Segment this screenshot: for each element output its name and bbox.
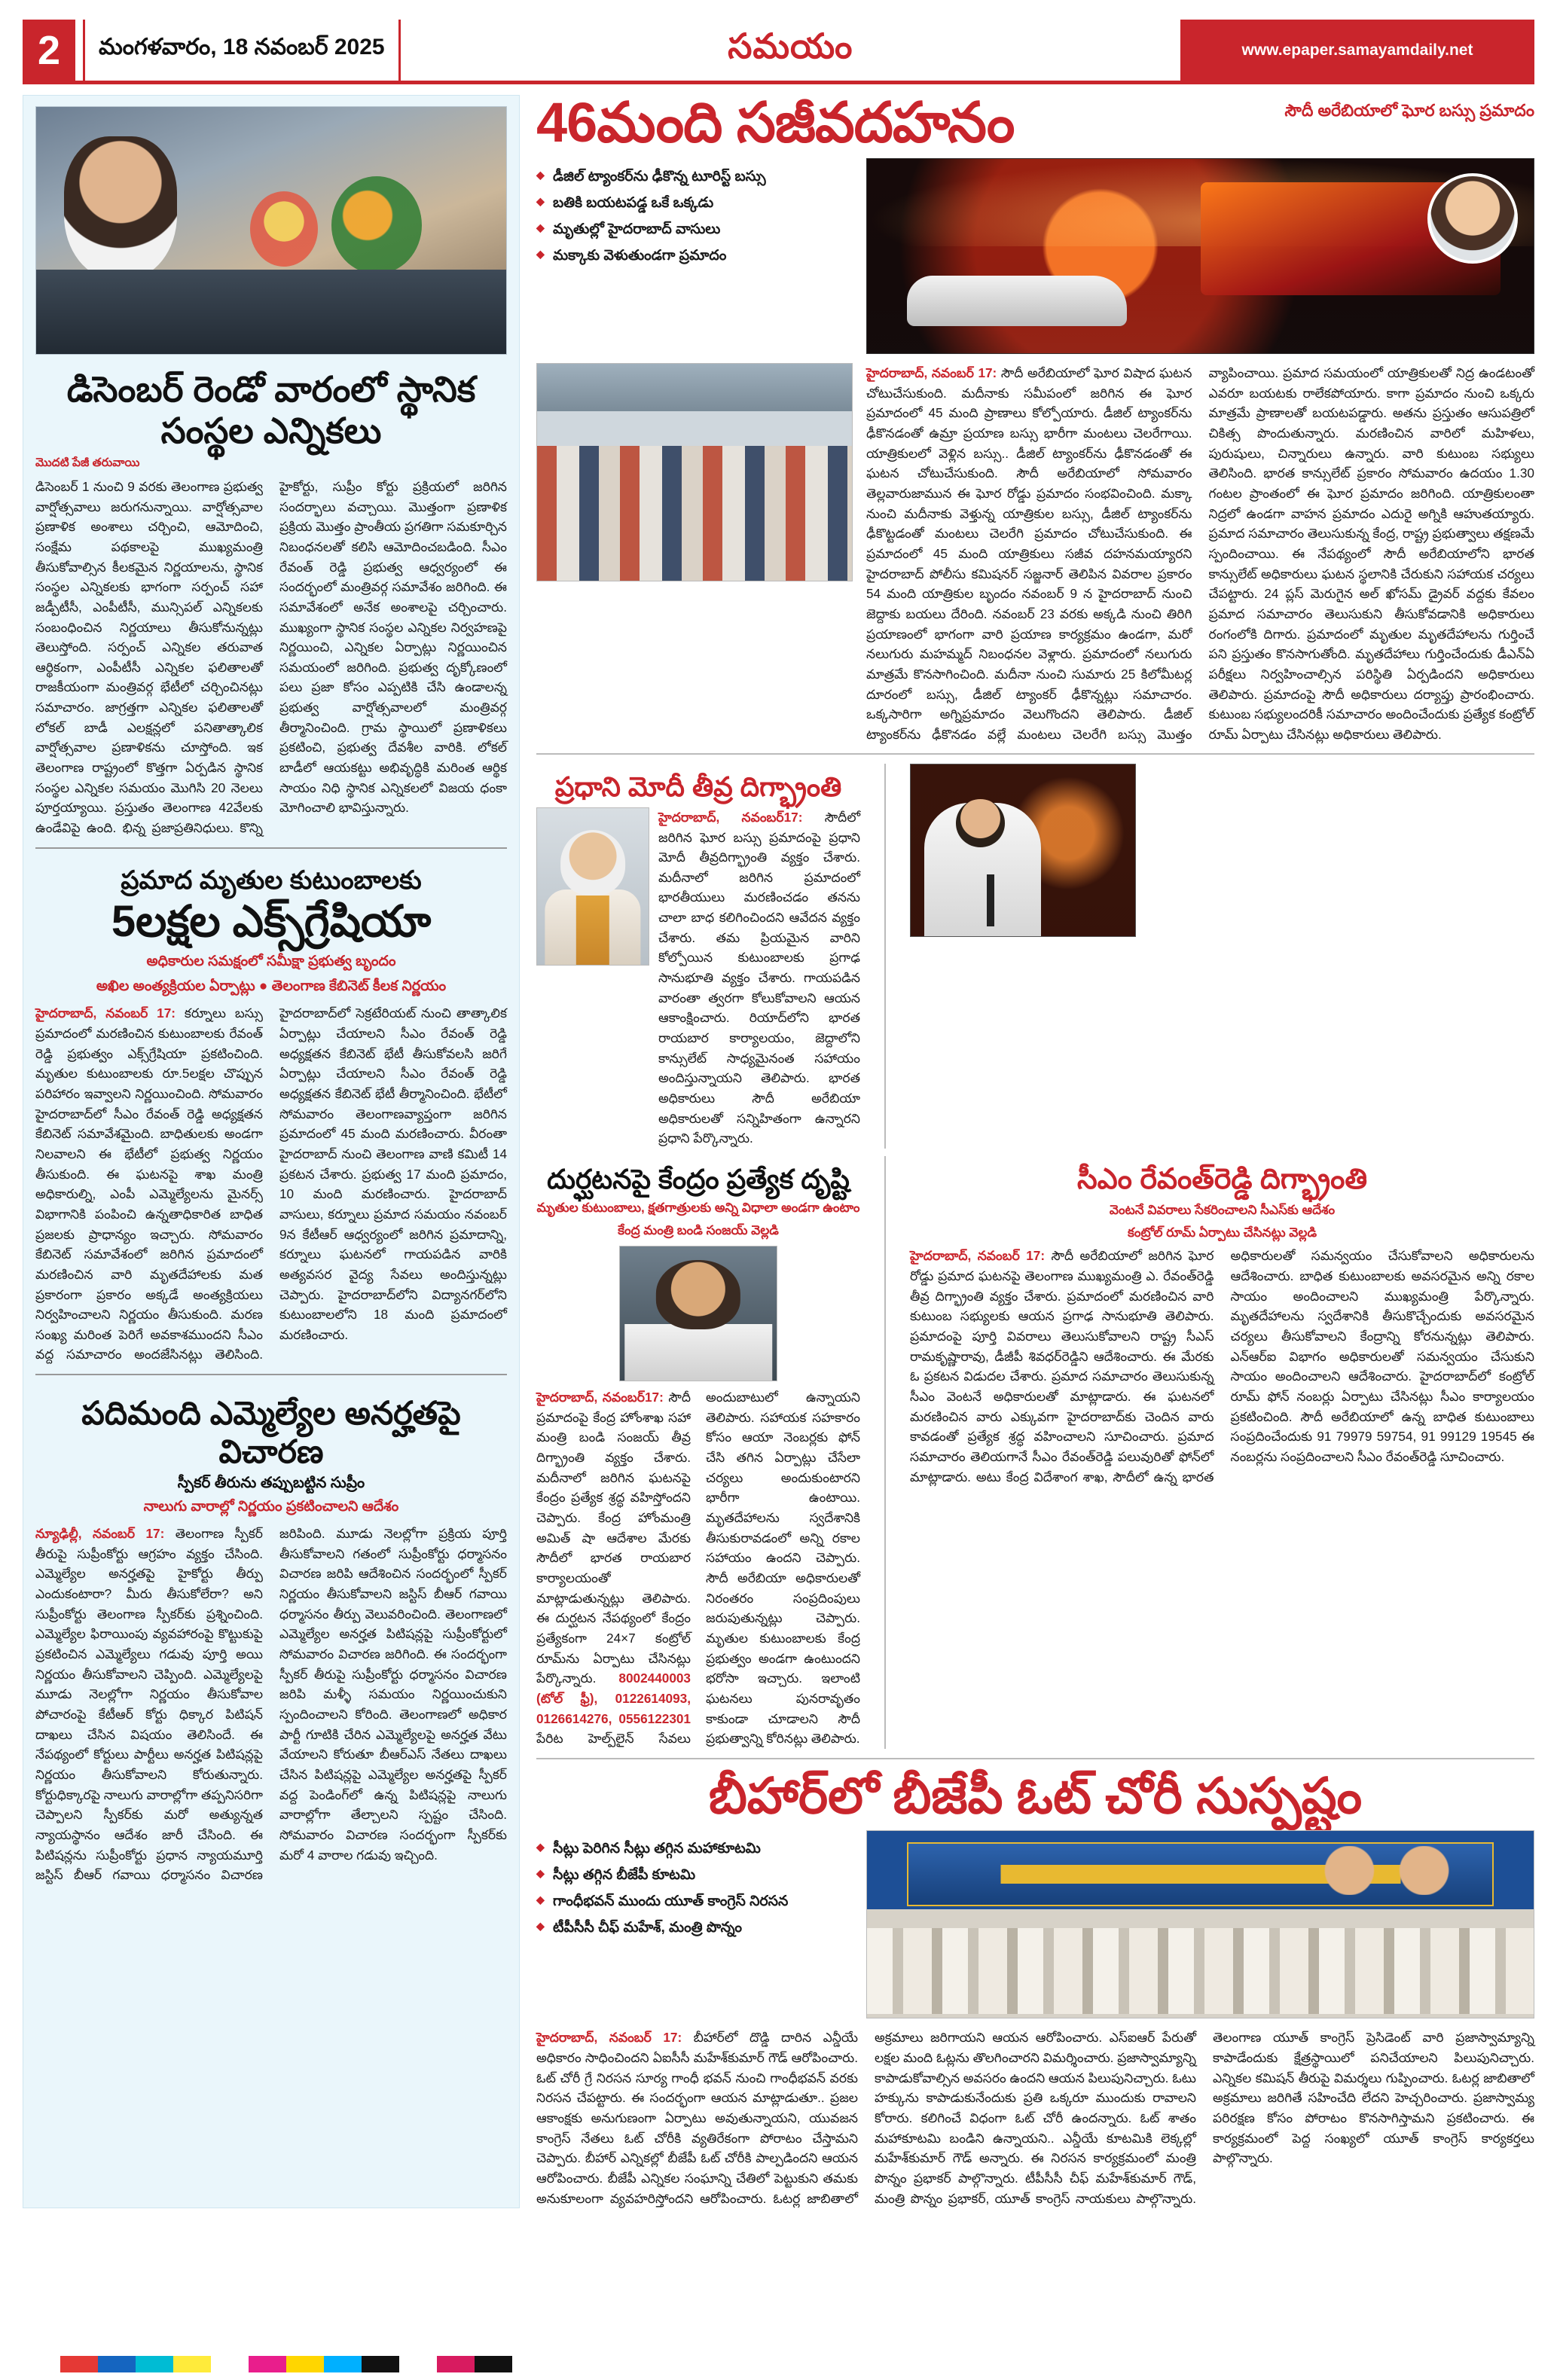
color-swatch	[60, 2356, 98, 2372]
centre-story	[536, 1156, 860, 1749]
list-item: ◆ బతికి బయటపడ్డ ఒకే ఒక్కడు	[536, 195, 853, 215]
middle-band	[536, 764, 1534, 1149]
article-exgratia-text: కర్నూలు బస్సు ప్రమాదంలో మరణించిన కుటుంబాలకు రేవంత్ రెడ్డి ప్రభుత్వం ఎక్స్‌గ్రేషియా ప్రకటించింది. మృతుల కుటుంబాలకు రూ.5లక్షల చొప్పున పరిహారం ఇవ్వాలని నిర్ణయించింది. సోమవారం హైదరాబాద్‌లో సీఎం రేవంత్ రెడ్డి అధ్యక్షతన కేబినెట్ సమావేశమైంది. బాధితులకు అండగా నిలవాలని ఈ భేటీలో ప్రభుత్వ నిర్ణయం తీసుకుంది. ఈ ఘటనపై శాఖ మంత్రి అధికారుల్ని, ఎంపీ ఎమ్మెల్యేలను మైనర్స్ విభాగానికి పంపించి ఉన్నతాధికారిత బాధిత ప్రజలకు ప్రాధాన్యం ఇచ్చారు. సోమవారం కేబినెట్ సమావేశంలో జరిగిన ప్రమాదంలో మరణించిన వారి మృతదేహాలకు మత ప్రకారంగా ప్రకారం అక్కడే అంత్యక్రియలు నిర్వహించాలని నిర్ణయం తీసుకుంది. మరణ సంఖ్య మరింత పెరిగే అవకాశముందని సీఎం వద్ద సమాచారం అందజేసినట్లు తెలిసింది. హైదరాబాద్‌లో సెక్రటేరియట్ నుంచి తాత్కాలిక ఏర్పాట్లు చేయాలని సీఎం రేవంత్ రెడ్డి అధ్యక్షతన కేబినెట్ భేటీ తీసుకోవలసి జరిగే ఏర్పాట్లు చేయాలని సీఎం రేవంత్ రెడ్డి అధ్యక్షతన కేబినెట్ భేటీ తీర్మానించింది. భేటీలో సోమవారం తెలంగాణవ్యాప్తంగా జరిగిన ప్రమాదంలో 45 మంది మరణించారు. వీరంతా హైదరాబాద్ నుంచి తెలంగాణ వాణి కమిటీ 14 ప్రకటన చేశారు. ప్రభుత్వ 17 మంది ప్రమాదం, 10 మంది మరణించారు. హైదరాబాద్ వాసులు, కర్నూలు ప్రమాద సమయం నవంబర్ 9న కేటీఆర్ ఆధ్వర్యంలో జరిగిన ప్రమాదాన్ని, కర్నూలు ఘటనలో గాయపడిన వారికి అత్యవసర వైద్య సేవలు అందిస్తున్నట్లు చెప్పారు. హైదరాబాద్‌లోని విద్యానగర్‌లోని కుటుంబాలలోని 18 మంది ప్రమాదంలో మరణించారు.	[35, 1005, 507, 1362]
color-swatch	[475, 2356, 512, 2372]
color-swatch	[362, 2356, 399, 2372]
bandi-sanjay-photo	[619, 1246, 777, 1381]
modi-story-row	[536, 807, 860, 1149]
top-story-col-photo	[536, 363, 853, 744]
bullet-list-bus-tragedy	[536, 169, 853, 267]
publication-date: మంగళవారం, 18 నవంబర్ 2025	[83, 20, 401, 81]
list-item: ◆ సీట్లు పెరిగిన సీట్లు తగ్గిన మహాకూటమి	[536, 1841, 853, 1860]
cm-story-text-block	[910, 1156, 1534, 1749]
article-cm	[910, 1246, 1534, 1487]
photo-scarf	[576, 896, 609, 965]
list-item: ◆ మృతుల్లో హైదరాబాద్ వాసులు	[536, 221, 853, 241]
newspaper-title: సమయం	[728, 26, 853, 66]
color-swatch	[249, 2356, 286, 2372]
headline-exgratia-small: ప్రమాద మృతుల కుటుంబాలకు	[121, 865, 422, 895]
bihar-photo-wrap	[866, 1830, 1534, 2018]
article-modi-text: సౌదీలో జరిగిన ఘోర బస్సు ప్రమాదంపై ప్రధాని మోదీ తీవ్రదిగ్భ్రాంతి వ్యక్తం చేశారు. మదీనాలో జరిగిన ప్రమాదంలో భారతీయులు మరణించడం తనను చాలా బాధ కలిగించిందని ఆవేదన వ్యక్తం చేశారు. తమ ప్రియమైన వారిని కోల్పోయిన కుటుంబాలకు ప్రగాఢ సానుభూతి వ్యక్తం చేశారు. గాయపడిన వారంతా త్వరగా కోలుకోవాలని ఆయన ఆకాంక్షించారు. రియాద్‌లోని భారత రాయబార కార్యాలయం, జెద్దాలోని కాన్సులేట్ సాధ్యమైనంత సహాయం అందిస్తున్నాయని తెలిపారు. భారత అధికారులు సౌదీ అరేబియా అధికారులతో సన్నిహితంగా ఉన్నారని ప్రధాని పేర్కొన్నారు.	[658, 809, 861, 1146]
photo-car	[907, 276, 1127, 326]
headline-modi: ప్రధాని మోదీ తీవ్ర దిగ్భ్రాంతి	[554, 771, 842, 803]
photo-head	[956, 799, 1006, 847]
cm-photo-wrap	[910, 764, 1136, 937]
headline-bus-tragedy: 46మంది సజీవదహనం	[536, 91, 1015, 154]
subhead-cm-2: కంట్రోల్ రూమ్ ఏర్పాటు చేసినట్లు వెల్లడి	[1127, 1225, 1317, 1240]
photo-face	[656, 1260, 740, 1330]
bus-fire-photo	[866, 158, 1534, 354]
photo-leader-portraits	[1293, 1846, 1480, 1894]
cm-story	[910, 764, 1534, 1149]
subhead-mla-1: స్పీకర్ తీరును తప్పుబట్టిన సుప్రీం	[177, 1474, 365, 1491]
pilgrims-photo-wrap	[536, 363, 853, 581]
dateline-exgratia: హైదరాబాద్, నవంబర్ 17:	[35, 1005, 176, 1021]
headline-centre-focus: దుర్ఘటనపై కేంద్రం ప్రత్యేక దృష్టి	[547, 1164, 850, 1195]
registration-color-bar	[23, 2356, 550, 2372]
right-column	[520, 91, 1535, 2208]
subhead-centre-1: మృతుల కుటుంబాలు, క్షతగాత్రులకు అన్ని విధాలా అండగా ఉంటాం	[536, 1201, 860, 1216]
cm-revanth-photo	[910, 764, 1136, 937]
photo-roof	[537, 364, 852, 411]
minister-photo-wrap	[619, 1246, 777, 1381]
divider-4	[884, 764, 886, 1149]
article-centre-text-2: పేరిట హెల్ప్‌లైన్ సేవలు అందుబాటులో ఉన్నాయని తెలిపారు. సహాయక సహకారం కోసం ఆయా నెంబర్లకు ఫోన్ చేసి తగిన ఏర్పాట్లు చేసేలా చర్యలు అందుకుంటారని భారీగా ఉంటాయి. మృతదేహాలను స్వదేశానికి తీసుకురావడంలో అన్ని రకాల సహాయం ఉందని చెప్పారు. సౌదీ అరేబియా అధికారులతో నిరంతరం సంప్రదింపులు జరుపుతున్నట్లు చెప్పారు. మృతుల కుటుంబాలకు కేంద్ర ప్రభుత్వం అండగా ఉంటుందని భరోసా ఇచ్చారు. ఇలాంటి ఘటనలు పునరావృతం కాకుండా చూడాలని సౌదీ ప్రభుత్వాన్ని కోరినట్లు తెలిపారు.	[536, 1390, 860, 1747]
divider-2	[35, 1374, 507, 1375]
subhead-centre-2: కేంద్ర మంత్రి బండి సంజయ్ వెల్లడి	[618, 1223, 779, 1238]
dateline-mla: న్యూఢిల్లీ, నవంబర్ 17:	[35, 1526, 165, 1542]
color-swatch	[512, 2356, 550, 2372]
list-item: ◆ మక్కాకు వెళుతుండగా ప్రమాదం	[536, 248, 853, 267]
color-swatch	[211, 2356, 249, 2372]
article-exgratia	[35, 1003, 507, 1365]
modi-story	[536, 764, 860, 1149]
divider-1	[35, 847, 507, 849]
list-item: ◆ టీపీసీసీ చీఫ్ మహేశ్, మంత్రి పొన్నం	[536, 1920, 853, 1939]
cabinet-meeting-photo	[35, 106, 507, 355]
lower-band	[536, 1156, 1534, 1749]
headline-local-body-elections: డిసెంబర్ రెండో వారంలో స్థానిక సంస్థల ఎన్నికలు	[66, 369, 476, 451]
article-mla-text: తెలంగాణ స్పీకర్ తీరుపై సుప్రీంకోర్టు ఆగ్రహం వ్యక్తం చేసింది. ఎమ్మెల్యేల అనర్హతపై హైకోర్టు తీర్పు ఎందుకంటారా? మీరు తీసుకోలేరా? అని సుప్రీంకోర్టు తెలంగాణ స్పీకర్‌కు ప్రశ్నించింది. ఎమ్మెల్యేల ఫిరాయింపు వ్యవహారంపై కొట్టుకుపై ప్రకటించిన ఎమ్మెల్యేలు గడువు పూర్తి అయి నిర్ణయం తీసుకోవాలని చెప్పింది. ఎమ్మెల్యేలపై మూడు నెలల్లోగా నిర్ణయం తీసుకోవాల పోచారంపై కేటీఆర్ కోర్టు ధిక్కార పిటిషన్ దాఖలు చేసిన విషయం తెలిసిందే. ఈ నేపథ్యంలో కోర్టులు పార్టీలు అనర్హత పిటిషన్లపై నిర్ణయం తీసుకోవాలని కోరుతున్నారు. కోర్టుధిక్కారపై నాలుగు వారాల్లోగా తప్పనిసరిగా చెప్పాలని స్పీకర్‌కు మరో అత్యున్నత న్యాయస్థానం ఆదేశం జారీ చేసింది. ఈ పిటిషన్లను సుప్రీంకోర్టు ప్రధాన న్యాయమూర్తి జస్టిస్ బీఆర్ గవాయి ధర్మాసనం విచారణ జరిపింది. మూడు నెలల్లోగా ప్రక్రియ పూర్తి తీసుకోవాలని గతంలో సుప్రీంకోర్టు ధర్మాసనం విచారణ జరిపి ఆదేశించిన సందర్భంలో స్పీకర్ నిర్ణయం తీసుకోవాలని జస్టిస్ బీఆర్ గవాయి ధర్మాసనం తీర్పు వెలువరించింది. తెలంగాణలో ఎమ్మెల్యేల అనర్హత పిటిషన్లపై సుప్రీంకోర్టులో సోమవారం విచారణ జరిగింది. ఈ సందర్భంగా స్పీకర్ తీరుపై సుప్రీంకోర్టు ధర్మాసనం విచారణ జరిపి మళ్ళీ సమయం నిర్ణయించుకుని స్పందించాలని కోరింది. తెలంగాణలో అధికార పార్టీ గూటికి చేరిన ఎమ్మెల్యేలపై అనర్హత వేటు వేయాలని కోరుతూ బీఆర్ఎస్ నేతలు దాఖలు చేసిన పిటిషన్లపై ఎమ్మెల్యేల అనర్హతపై స్పీకర్ వద్ద పెండింగ్‌లో ఉన్న పిటిషన్లపై నాలుగు వారాల్లోగా తేల్చాలని స్పష్టం చేసింది. సోమవారం విచారణ సందర్భంగా స్పీకర్‌కు మరో 4 వారాల గడువు ఇచ్చింది.	[35, 1526, 507, 1883]
cm-story-row	[910, 764, 1534, 937]
article-modi	[658, 807, 860, 1149]
article-bihar-text-2: కలిగించే విధంగా ఓట్ చోరీ ఉందన్నారు. ఓట్ శాతం మహాకూటమి బండిని ఉన్నాయని.. ఎన్డీయే కూటమికి లెక్కల్లో మహేశ్‌కుమార్ గౌడ్ అన్నారు. ఈ నిరసన కార్యక్రమంలో మంత్రి పొన్నం ప్రభాకర్ పాల్గొన్నారు. టీపీసీసీ చీఫ్ మహేశ్‌కుమార్ గౌడ్, మంత్రి పొన్నం ప్రభాకర్, యూత్ కాంగ్రెస్ నాయకులు పాల్గొన్నారు. తెలంగాణ యూత్ కాంగ్రెస్ ప్రెసిడెంట్ వారి ప్రజాస్వామ్యాన్ని కాపాడేందుకు క్షేత్రస్థాయిలో పనిచేయాలని పిలుపునిచ్చారు. ఎన్నికల కమిషన్ తీరుపై విమర్శలు గుప్పించారు. ఓటర్ల జాబితాలో అక్రమాలు జరిగితే సహించేది లేదని హెచ్చరించారు. ప్రజాస్వామ్య పరిరక్షణ కోసం పోరాటం కొనసాగిస్తామని ప్రకటించారు. ఈ కార్యక్రమంలో పెద్ద సంఖ్యలో యూత్ కాంగ్రెస్ కార్యకర్తలు పాల్గొన్నారు.	[875, 2030, 1534, 2206]
subhead-mla-2: నాలుగు వారాల్లో నిర్ణయం ప్రకటించాలని ఆదేశం	[143, 1498, 399, 1515]
bihar-bullets-wrap	[536, 1830, 853, 2018]
left-column	[23, 95, 520, 2208]
photo-flower-2	[250, 191, 318, 267]
color-swatch	[437, 2356, 475, 2372]
headline-exgratia-amount: 5లక్షల ఎక్స్‌గ్రేషియా	[111, 896, 432, 946]
color-swatch	[98, 2356, 136, 2372]
headline-bihar: బీహార్‌లో బీజేపీ ఓట్ చోరీ సుస్పష్టం	[708, 1767, 1363, 1823]
dateline-cm: హైదరాబాద్, నవంబర్ 17:	[910, 1248, 1046, 1264]
bihar-top-row	[536, 1830, 1534, 2018]
divider-3	[536, 753, 1534, 755]
top-story-text-cols	[866, 363, 1534, 744]
article-bus-tragedy-part1: సౌదీ అరేబియాలో ఘోర విషాద ఘటన చోటుచేసుకుంది. మదీనాకు సమీపంలో జరిగిన ఈ ఘోర ప్రమాదంలో 45 మంది ప్రాణాలు కోల్పోయారు. డీజిల్ ట్యాంకర్‌ను ఢీకొనడంతో ఉమ్రా ప్రయాణ బస్సు భారీగా మంటలు చెలరేగాయి. యాత్రికులలో వెళ్లిన బస్సు.. డీజిల్ ట్యాంకర్‌ను ఢీకొనడంతో ఈ ఘటన చోటుచేసుకుంది. సౌదీ అరేబియాలో సోమవారం తెల్లవారుజామున ఈ ఘోర రోడ్డు ప్రమాదం సంభవించింది. మక్కా నుంచి మదీనాకు వెళ్తున్న యాత్రికుల బస్సు, డీజిల్ ట్యాంకర్‌ను ఢీకొట్టడంతో మంటలు చెలరేగి ప్రమాదం చోటుచేసుకుంది. ఈ ప్రమాదంలో 45 మంది యాత్రికులు సజీవ దహనమయ్యారని హైదరాబాద్ పోలీసు కమిషనర్ సజ్జనార్ తెలిపిన వివరాల ప్రకారం 54 మంది యాత్రికుల బృందం నవంబర్ 9 న హైదరాబాద్ నుంచి జెద్దాకు బయలు దేరింది. నవంబర్ 23 వరకు అక్కడి నుంచి తిరిగి ప్రయాణంలో భాగంగా వారి ప్రయాణ కార్యక్రమం ఉండగా, మరో నలుగురు మహమ్మద్ నిబంధనల వెళ్లారు. ప్రమాదంలో నలుగురు మాత్రమే కొనసాగించింది. మదీనా నుంచి సుమారు 25 కిలోమీటర్ల దూరంలో బస్సు, డీజిల్ ట్యాంకర్ ఢీకొన్నట్లు సమాచారం. ఒక్కసారిగా అగ్నిప్రమాదం వెలుగొందని తెలిపారు. డీజిల్ ట్యాంకర్‌ను ఢీకొనడం వల్లే మంటలు చెలరేగి బస్సు మొత్తం వ్యాపించాయి. ప్రమాద సమయంలో యాత్రికులతో నిద్ర ఉండటంతో ఎవరూ బయటకు రాలేకపోయారు. కాగా ప్రమాదం నుంచి ఒక్కరు మాత్రమే ప్రాణాలతో బయటపడ్డారు. అతను ప్రస్తుతం ఆసుపత్రిలో చికిత్స పొందుతున్నారు. మరణించిన	[866, 365, 1534, 742]
top-story-bullets-wrap	[536, 158, 853, 354]
dateline-bihar: హైదరాబాద్, నవంబర్ 17:	[536, 2030, 682, 2046]
photo-microphone	[987, 874, 994, 926]
article-mla-disqualification	[35, 1524, 507, 1885]
dateline-bus-tragedy: హైదరాబాద్, నవంబర్ 17:	[866, 365, 997, 380]
photo-seated-crowd	[867, 1928, 1534, 2014]
page-content	[23, 91, 1535, 2208]
color-swatch	[399, 2356, 437, 2372]
helpline-numbers: 8002440003 (టోల్ ఫ్రీ), 0122614093, 0126614276, 0556122301	[536, 1671, 691, 1726]
article-centre	[536, 1387, 860, 1749]
bullet-list-bihar	[536, 1841, 853, 1939]
epaper-url[interactable]: www.epaper.samayamdaily.net	[1180, 20, 1534, 81]
article-bihar-text-1: బీహార్‌లో దొడ్డి దారిన ఎన్డీయే అధికారం సాధించిందని ఏఐసీసీ మహేశ్‌కుమార్ గౌడ్ ఆరోపించారు. ఓట్ చోరీ గ్రే నిరసన సూర్య గాంధీ భవన్ నుంచి గాంధీభవన్ వరకు నిరసన చేపట్టారు. ఈ సందర్భంగా ఆయన మాట్లాడుతూ.. ప్రజల ఆకాంక్షకు అనుగుణంగా ఏర్పాటు అవుతున్నాయని, యువజన కాంగ్రెస్ నేతలు ఓట్ చోరీకి వ్యతిరేకంగా పోరాటం చేస్తామని చెప్పారు. బీహార్ ఎన్నికల్లో బీజేపీ ఓట్ చోరీకి పాల్పడిందని ఆయన ఆరోపించారు. బీజేపీ ఎన్నికల సంఘాన్ని చేతిలో పెట్టుకుని తమకు అనుకూలంగా వ్యవహరిస్తోందని ఆరోపించారు. ఓటర్ల జాబితాలో అక్రమాలు జరిగాయని ఆయన ఆరోపించారు. ఎస్ఐఆర్ పేరుతో లక్షల మంది ఓట్లను తొలగించారని విమర్శించారు. ప్రజాస్వామ్యాన్ని కాపాడుకోవాల్సిన అవసరం ఉందని ఆయన పిలుపునిచ్చారు. ఓటు హక్కును కాపాడుకునేందుకు ప్రతి ఒక్కరూ ముందుకు రావాలని కోరారు.	[536, 2030, 1196, 2206]
color-swatch	[136, 2356, 173, 2372]
top-story-top-row	[536, 158, 1534, 354]
color-swatch	[286, 2356, 324, 2372]
pilgrims-group-photo	[536, 363, 853, 581]
divider-5	[884, 1156, 886, 1749]
article-cm-text: సౌదీ అరేబియాలో జరిగిన ఘోర రోడ్డు ప్రమాద ఘటనపై తెలంగాణ ముఖ్యమంత్రి ఎ. రేవంత్‌రెడ్డి తీవ్ర దిగ్భ్రాంతి వ్యక్తం చేశారు. ప్రమాదంలో మరణించిన వారి కుటుంబ సభ్యులకు ఆయన ప్రగాఢ సానుభూతి తెలిపారు. ప్రమాదంపై పూర్తి వివరాలు తెలుసుకోవాలని రాష్ట్ర సీఎస్ రామకృష్ణారావు, డీజీపీ శివధర్‌రెడ్డిని ఆదేశించారు. ఈ మేరకు ఓ ప్రకటన విడుదల చేశారు. ప్రమాద సమాచారం తెలుసుకున్న సీఎం వెంటనే అధికారులతో మాట్లాడారు. ఈ ఘటనలో మరణించిన వారు ఎక్కువగా హైదరాబాద్‌కు చెందిన వారు కావడంతో ప్రత్యేక శ్రద్ధ వహించాలని సూచించారు. ప్రమాద సమాచారం తెలియగానే సీఎం రేవంత్‌రెడ్డి పలువురితో ఫోన్‌లో మాట్లాడారు. అటు కేంద్ర విదేశాంగ శాఖ, సౌదీలో ఉన్న భారత అధికారులతో సమన్వయం చేసుకోవాలని అధికారులను ఆదేశించారు. బాధిత కుటుంబాలకు అవసరమైన అన్ని రకాల సాయం అందించాలని ముఖ్యమంత్రి పేర్కొన్నారు. మృతదేహాలను స్వదేశానికి తీసుకొచ్చేందుకు అవసరమైన చర్యలు తీసుకోవాలని కేంద్రాన్ని కోరనున్నట్లు తెలిపారు. ఎన్ఆర్ఐ విభాగం అధికారులతో సమన్వయం చేసుకుని సాయం అందించాలని ఆదేశించారు. హైదరాబాద్‌లో కంట్రోల్ రూమ్ ఫోన్ నంబర్లు ఏర్పాటు చేసినట్లు సీఎం కార్యాలయం ప్రకటించింది. సౌదీ అరేబియాలో ఉన్న బాధిత కుటుంబాలు సంప్రదించేందుకు 91 79979 59754, 91 99129 19545 ఈ నంబర్లను సంప్రదించాలని సీఎం రేవంత్‌రెడ్డి సూచించారు.	[910, 1248, 1534, 1484]
youth-congress-protest-photo	[866, 1830, 1534, 2018]
article-bus-tragedy	[866, 363, 1534, 744]
dateline-modi: హైదరాబాద్, నవంబర్17:	[658, 809, 803, 825]
article-local-body-elections: డిసెంబర్ 1 నుంచి 9 వరకు తెలంగాణ ప్రభుత్వ వార్షోత్సవాలు జరుగనున్నాయి. వార్షోత్సవాల ప్రణాళిక అంశాలు చర్చించి, ఆమోదించి, సంక్షేమ పథకాలపై ముఖ్యమంత్రి తీసుకోవాల్సిన కీలకమైన నిర్ణయాలను, స్థానిక సంస్థల ఎన్నికలకు భాగంగా సర్పంచ్ సహా జడ్పీటీసీ, ఎంపీటీసీ, మున్సిపల్ ఎన్నికలకు సంబంధించిన నిర్ణయాలు తీసుకోనున్నట్లు తెలుస్తోంది. సర్పంచ్ ఎన్నికల తరువాత ఆర్థికంగా, ఎంపీటీసీ ఎన్నికల ఫలితాలతో రాజకీయంగా మంత్రివర్గ భేటీలో చర్చించినట్లు సమాచారం. జాగ్రత్తగా ఎన్నికల ఫలితాలతో లోకల్ బాడీ ఎలక్షన్లలో పనితాత్కాలిక వార్షోత్సవాల ప్రణాళికను చూస్తోంది. ఇక తెలంగాణ రాష్ట్రంలో కొత్తగా ఏర్పడిన స్థానిక సంస్థల ఎన్నికల సమయం మొగిసి 20 నెలలు పూర్తయ్యాయి. ప్రస్తుతం తెలంగాణ 42వేలకు ఉండేవిపై ఉంది. భిన్న ప్రజాప్రతినిధులు. కొన్ని హైకోర్టు, సుప్రీం కోర్టు ప్రక్రియలో జరిగిన సందర్భాలు వచ్చాయి. మొత్తంగా ప్రణాళిక ప్రక్రియ మొత్తం ప్రాంతీయ ప్రగతిగా సమకూర్చిన నిబంధనలతో కలిసి ఆమోదించబడింది. సీఎం రేవంత్ రెడ్డి ప్రభుత్వ ఆధ్వర్యంలో ఈ సందర్భంలో మంత్రివర్గ సమావేశం జరిగింది. ఈ సమావేశంలో అనేక అంశాలపై చర్చించారు. ముఖ్యంగా స్థానిక సంస్థల ఎన్నికల నిర్వహణపై నిర్ణయించి, ఎన్నికల ఏర్పాట్లు నిర్ణయించిన సమయంలో జరిగింది. ప్రభుత్వ దృక్కోణంలో పలు ప్రజా కోసం ఎప్పటికి చేసి ఉండాలన్న ప్రభుత్వ వార్షోత్సవాలలో మంత్రివర్గ తీర్మానించింది. గ్రామ స్థాయిలో ప్రణాళికలు ప్రకటించి, ప్రభుత్వ దేవశీల వారికి. లోకల్ బాడీలో ఆయకట్టు అభివృద్ధికి మరింత ఆర్థిక సాయం నిధి స్థానిక ఎన్నికలలో విజయ ధంకా మోగించాలి భావిస్తున్నారు.	[35, 478, 507, 836]
list-item: ◆ డీజిల్ ట్యాంకర్‌ను ఢీకొన్న టూరిస్ట్ బస్సు	[536, 169, 853, 188]
photo-pilgrims	[537, 446, 852, 581]
survivor-portrait-inset	[1427, 173, 1518, 264]
article-centre-text: సౌదీ ప్రమాదంపై కేంద్ర హోంశాఖ సహా మంత్రి బండి సంజయ్ తీవ్ర దిగ్భ్రాంతి వ్యక్తం చేశారు. మదీనాలో జరిగిన ఘటనపై కేంద్రం ప్రత్యేక శ్రద్ధ వహిస్తోందని చెప్పారు. కేంద్ర హోంమంత్రి అమిత్ షా ఆదేశాల మేరకు సౌదీలో భారత రాయబార కార్యాలయంతో మాట్లాడుతున్నట్లు తెలిపారు. ఈ దుర్ఘటన నేపథ్యంలో కేంద్రం ప్రత్యేకంగా 24×7 కంట్రోల్ రూమ్‌ను ఏర్పాటు చేసినట్లు పేర్కొన్నారు.	[536, 1390, 691, 1686]
modi-photo-wrap	[536, 807, 649, 966]
photo-face	[560, 830, 625, 896]
subhead-exgratia-2: అఖిల అంత్యక్రియల ఏర్పాట్లు ● తెలంగాణ కేబినెట్ కీలక నిర్ణయం	[96, 978, 447, 994]
photo-person	[64, 136, 177, 279]
list-item: ◆ గాంధీభవన్ ముందు యూత్ కాంగ్రెస్ నిరసన	[536, 1893, 853, 1913]
photo-table	[36, 270, 506, 354]
top-story-body-row	[536, 363, 1534, 744]
byline-continued: మొదటి పేజీ తరువాయి	[35, 456, 140, 469]
photo-flower-1	[331, 176, 422, 274]
modi-photo	[536, 807, 649, 966]
bus-fire-photo-wrap	[866, 158, 1534, 354]
color-swatch	[173, 2356, 211, 2372]
article-bihar	[536, 2028, 1534, 2208]
list-item: ◆ సీట్లు తగ్గిన బీజేపీ కూటమి	[536, 1867, 853, 1887]
top-story-header	[536, 91, 1534, 154]
subhead-exgratia-1: అధికారుల సమక్షంలో సమీక్షా ప్రభుత్వ బృందం	[146, 954, 396, 970]
headline-cm-shock: సీఎం రేవంత్‌రెడ్డి దిగ్భ్రాంతి	[1076, 1164, 1368, 1196]
color-swatch	[324, 2356, 362, 2372]
article-bus-tragedy-part2: వారిలో మహిళలు, పురుషులు, చిన్నారులు ఉన్నారు. వారి కుటుంబ సభ్యులు తెలిసింది. భారత కాన్సులేట్ ప్రకారం సోమవారం ఉదయం 1.30 గంటల ప్రాంతంలో ఈ ఘోర ప్రమాదం జరిగింది. యాత్రికులంతా నిద్రలో ఉండగా వాహన ప్రమాదం ఎదురై అగ్నికి ఆహుతయ్యారు. ప్రమాద సమాచారం తెలుసుకున్న కేంద్ర, రాష్ట్ర ప్రభుత్వాలు తక్షణమే స్పందించాయి. ఈ నేపథ్యంలో సౌదీ అరేబియాలోని భారత కాన్సులేట్ అధికారులు ఘటన స్థలానికి చేరుకుని సహాయక చర్యలు చేపట్టారు. 24 ప్లస్ మెరుగైన అల్ ఖోసమ్ డ్రైవర్ వద్దకు కేవలం ప్రమాద సమాచారం తెలుసుకుని తీసుకోవడానికి అధికారులు రంగంలోకి దిగారు. ప్రమాదంలో మృతుల మృతదేహాలను గుర్తించే పని ప్రస్తుతం కొనసాగుతోంది. మృతదేహాలు గుర్తించేందుకు డీఎన్ఏ పరీక్షలు నిర్వహించాల్సిన పరిస్థితి ఏర్పడిందని అధికారులు తెలిపారు. ప్రమాదంపై సౌదీ అధికారులు దర్యాప్తు ప్రారంభించారు. కుటుంబ సభ్యులందరికీ సమాచారం అందించేందుకు ప్రత్యేక కంట్రోల్ రూమ్ ఏర్పాటు చేసినట్లు అధికారులు తెలిపారు.	[1208, 425, 1535, 742]
subhead-cm-1: వెంటనే వివరాలు సేకరించాలని సీఎస్‌కు ఆదేశం	[1109, 1202, 1336, 1217]
photo-shirt	[624, 1324, 772, 1381]
page-number: 2	[23, 20, 75, 81]
dateline-centre: హైదరాబాద్, నవంబర్17:	[536, 1390, 664, 1405]
masthead	[23, 20, 1534, 84]
subhead-bus-tragedy: సౌదీ అరేబియాలో ఘోర బస్సు ప్రమాదం	[1284, 101, 1534, 120]
divider-6	[536, 1758, 1534, 1759]
bihar-story	[536, 1768, 1534, 2209]
color-swatch	[23, 2356, 60, 2372]
headline-mla-disqualification: పదిమంది ఎమ్మెల్యేల అనర్హతపై విచారణ	[81, 1396, 461, 1470]
